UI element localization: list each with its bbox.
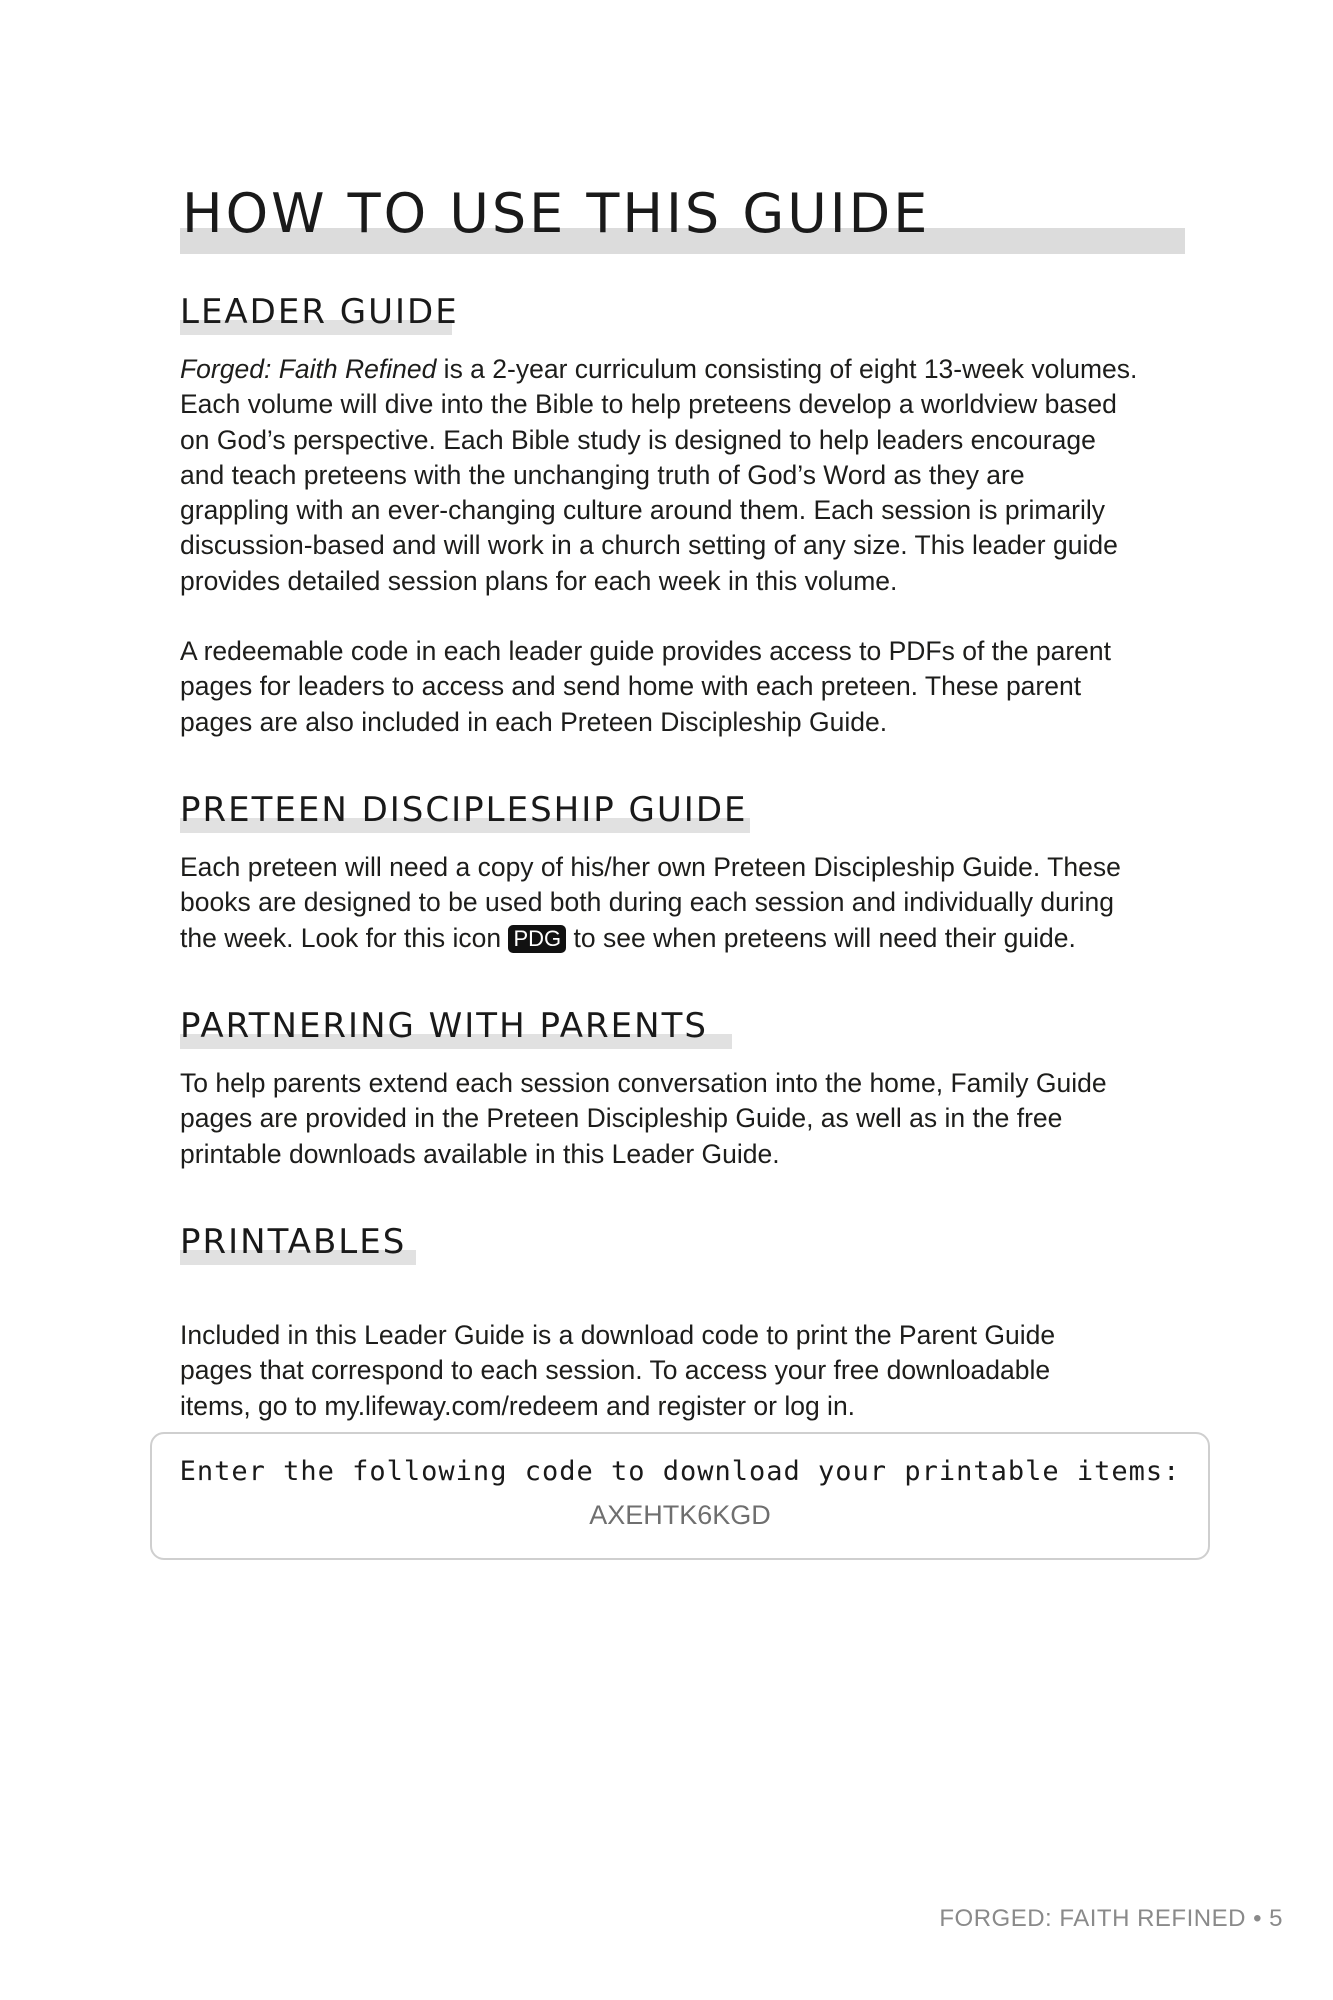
leader-guide-paragraph-1	[180, 352, 1190, 599]
code-instruction: Enter the following code to download your printable items:	[179, 1456, 1181, 1487]
paragraph-line: pages that correspond to each session. To access your free downloadable	[180, 1355, 1051, 1386]
paragraph-line: Each volume will dive into the Bible to help preteens develop a worldview based	[180, 389, 1117, 420]
paragraph-line: books are designed to be used both during each session and individually during	[180, 887, 1115, 918]
pdg-icon: PDG	[508, 925, 566, 953]
printables-paragraph	[180, 1318, 1190, 1424]
paragraph-line: A redeemable code in each leader guide provides access to PDFs of the parent	[180, 636, 1112, 666]
page-footer: FORGED: FAITH REFINED • 5	[939, 1905, 1283, 1932]
heading-text: PARTNERING WITH PARENTS	[180, 1006, 708, 1046]
heading-partnering-with-parents	[180, 1006, 708, 1046]
paragraph-line: Included in this Leader Guide is a download code to print the Parent Guide	[180, 1320, 1056, 1350]
download-code[interactable]: AXEHTK6KGD	[589, 1500, 771, 1530]
partnering-paragraph	[180, 1066, 1190, 1172]
paragraph-line: grappling with an ever-changing culture around them. Each session is primarily	[180, 495, 1106, 526]
line-text: is a 2-year curriculum consisting of eight 13-week volumes.	[436, 354, 1138, 384]
line-text: to see when preteens will need their guide.	[566, 922, 1076, 953]
paragraph-line	[180, 921, 1190, 956]
page-title-block	[180, 180, 1185, 260]
paragraph-line: discussion-based and will work in a church setting of any size. This leader guide	[180, 530, 1118, 561]
heading-text: PRINTABLES	[180, 1222, 407, 1262]
paragraph-line: items, go to my.lifeway.com/redeem and register or log in.	[180, 1390, 856, 1421]
paragraph-line: provides detailed session plans for each week in this volume.	[180, 565, 898, 596]
paragraph-line: pages are provided in the Preteen Discipleship Guide, as well as in the free	[180, 1103, 1063, 1134]
paragraph-line: on God’s perspective. Each Bible study is designed to help leaders encourage	[180, 424, 1096, 455]
download-code-box	[150, 1432, 1210, 1560]
paragraph-line: To help parents extend each session conversation into the home, Family Guide	[180, 1068, 1107, 1098]
heading-text: LEADER GUIDE	[180, 292, 459, 332]
preteen-guide-paragraph	[180, 850, 1190, 956]
curriculum-title: Forged: Faith Refined	[180, 354, 437, 384]
heading-preteen-discipleship-guide	[180, 790, 747, 830]
paragraph-line: printable downloads available in this Leader Guide.	[180, 1138, 780, 1169]
paragraph-line: pages are also included in each Preteen Discipleship Guide.	[180, 706, 888, 737]
page-title: HOW TO USE THIS GUIDE	[182, 182, 931, 245]
heading-text: PRETEEN DISCIPLESHIP GUIDE	[180, 790, 748, 830]
heading-leader-guide	[180, 292, 459, 332]
paragraph-line: Each preteen will need a copy of his/her own Preteen Discipleship Guide. These	[180, 852, 1121, 882]
heading-printables	[180, 1222, 406, 1262]
paragraph-line: pages for leaders to access and send home with each preteen. These parent	[180, 671, 1082, 702]
paragraph-line: and teach preteens with the unchanging truth of God’s Word as they are	[180, 459, 1025, 490]
leader-guide-paragraph-2	[180, 634, 1190, 740]
paragraph-line	[180, 352, 1190, 387]
line-text: the week. Look for this icon	[180, 922, 509, 953]
